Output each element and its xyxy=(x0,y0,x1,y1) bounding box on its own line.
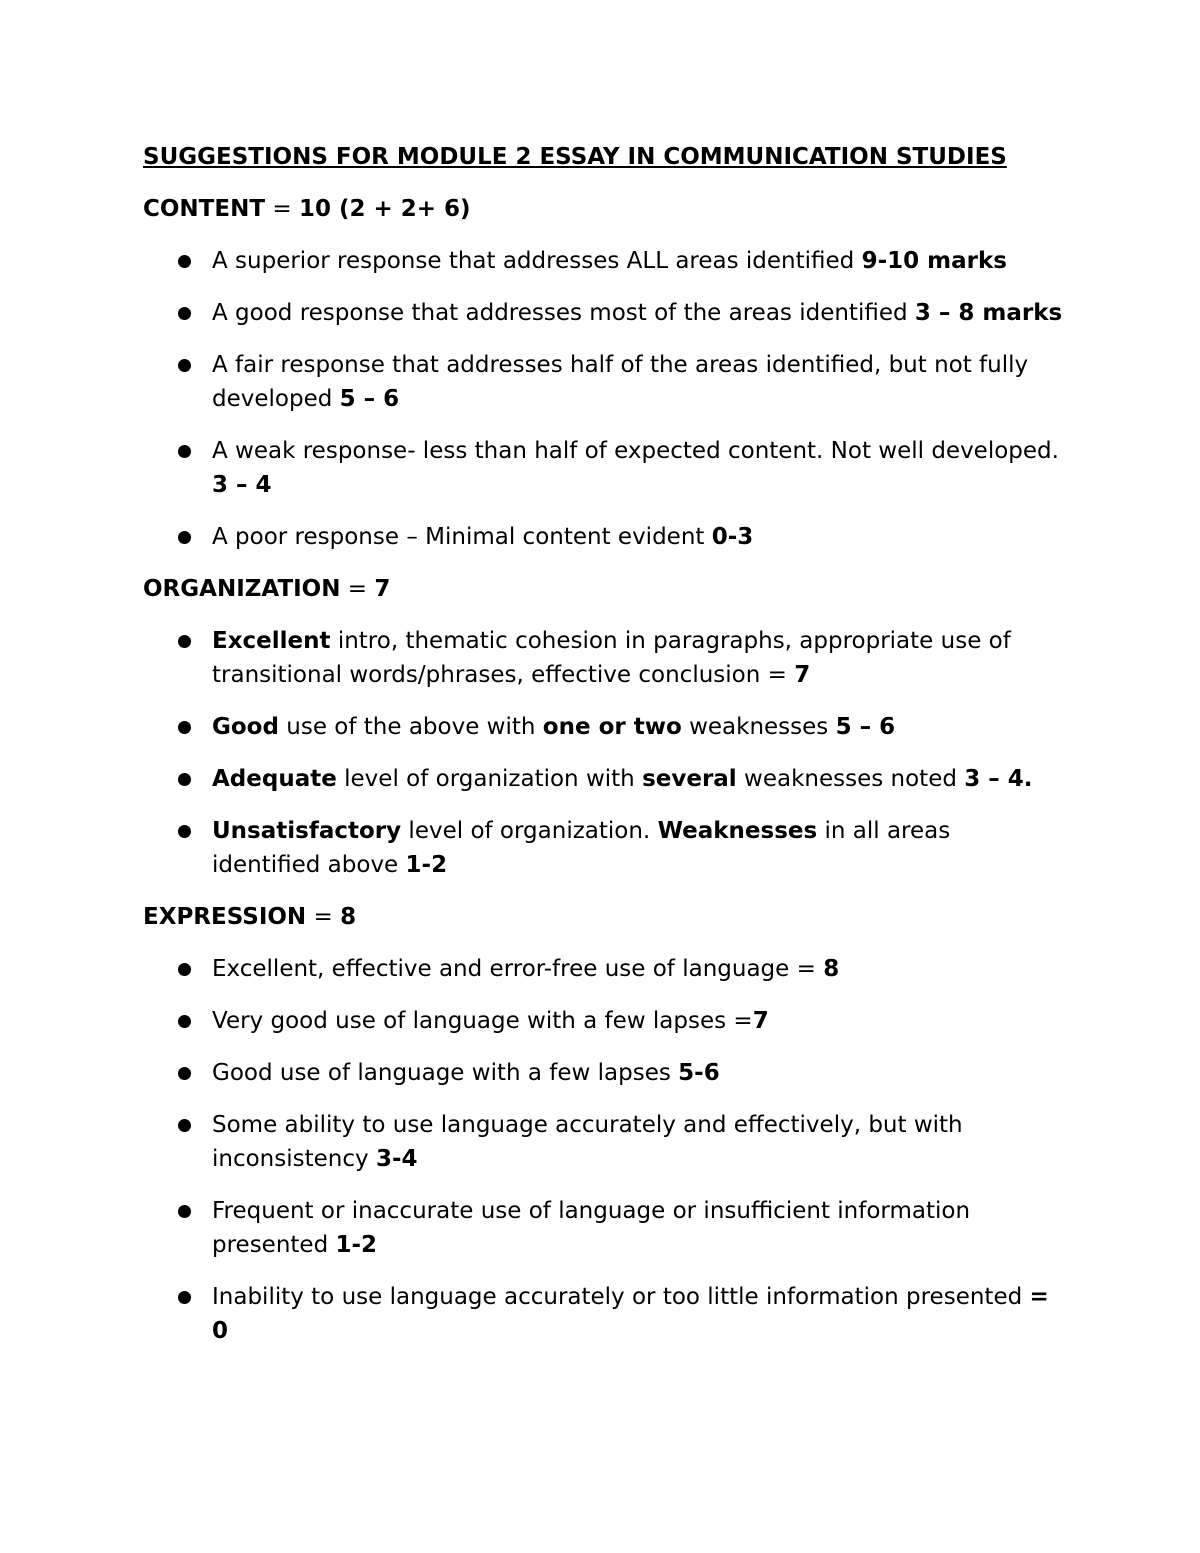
bullet-icon xyxy=(178,1119,191,1132)
section-equals: = xyxy=(306,904,341,930)
list-item xyxy=(143,710,1063,744)
list-item xyxy=(143,1280,1063,1348)
list-item xyxy=(143,814,1063,882)
document-page xyxy=(143,140,1063,1366)
section-name: CONTENT xyxy=(143,196,266,222)
document-title: SUGGESTIONS FOR MODULE 2 ESSAY IN COMMUNICATION STUDIES xyxy=(143,144,1007,170)
criterion-mark: 0-3 xyxy=(711,524,754,550)
bullet-icon xyxy=(178,825,191,838)
criterion-text: A weak response- less than half of expected content. Not well developed. xyxy=(212,438,1059,464)
criterion-text: weaknesses xyxy=(681,714,836,740)
criterion-text: Some ability to use language accurately and effectively, but with inconsistency xyxy=(212,1112,963,1172)
bullet-icon xyxy=(178,773,191,786)
bullet-icon xyxy=(178,255,191,268)
section-score: 7 xyxy=(374,576,391,602)
criterion-text: A superior response that addresses ALL areas identified xyxy=(212,248,862,274)
criterion-lead: Adequate xyxy=(212,766,337,792)
criterion-text: level of organization with xyxy=(336,766,643,792)
criterion-text: A fair response that addresses half of the areas identified, but not fully developed xyxy=(212,352,1029,412)
criterion-lead: Excellent xyxy=(212,628,331,654)
list-item xyxy=(143,434,1063,502)
criterion-lead: Good xyxy=(212,714,279,740)
section-heading-organization xyxy=(143,572,1063,606)
criterion-mark: 5 – 6 xyxy=(339,386,400,412)
expression-criteria-list xyxy=(143,952,1063,1348)
criterion-mark: 3 – 4. xyxy=(964,766,1033,792)
bullet-icon xyxy=(178,1291,191,1304)
criterion-mark: 5-6 xyxy=(678,1060,720,1086)
organization-criteria-list xyxy=(143,624,1063,882)
criterion-mark: 1-2 xyxy=(405,852,448,878)
section-name: ORGANIZATION xyxy=(143,576,341,602)
list-item xyxy=(143,1194,1063,1262)
criterion-emphasis: Weaknesses xyxy=(657,818,818,844)
criterion-emphasis: one or two xyxy=(542,714,682,740)
list-item xyxy=(143,952,1063,986)
list-item xyxy=(143,1108,1063,1176)
list-item xyxy=(143,624,1063,692)
bullet-icon xyxy=(178,1205,191,1218)
criterion-text: use of the above with xyxy=(278,714,543,740)
criterion-mark: = 0 xyxy=(212,1284,1049,1344)
list-item xyxy=(143,762,1063,796)
criterion-text: A poor response – Minimal content evident xyxy=(212,524,712,550)
criterion-text: A good response that addresses most of the areas identified xyxy=(212,300,915,326)
criterion-mark: 3 – 4 xyxy=(212,472,272,498)
list-item xyxy=(143,244,1063,278)
bullet-icon xyxy=(178,307,191,320)
criterion-text: intro, thematic cohesion in paragraphs, appropriate use of transitional words/phrases, effective conclusion = xyxy=(212,628,1011,688)
criterion-text: in all areas identified above xyxy=(212,818,951,878)
criterion-text: level of organization. xyxy=(401,818,658,844)
section-heading-content xyxy=(143,192,1063,226)
bullet-icon xyxy=(178,721,191,734)
criterion-mark: 3-4 xyxy=(375,1146,418,1172)
criterion-mark: 8 xyxy=(823,956,840,982)
criterion-mark: 7 xyxy=(752,1008,769,1034)
bullet-icon xyxy=(178,359,191,372)
criterion-mark: 3 – 8 marks xyxy=(914,300,1063,326)
list-item xyxy=(143,1004,1063,1038)
list-item xyxy=(143,348,1063,416)
criterion-mark: 9-10 marks xyxy=(861,248,1007,274)
criterion-emphasis: several xyxy=(642,766,737,792)
section-score: 8 xyxy=(340,904,357,930)
criterion-mark: 1-2 xyxy=(335,1232,378,1258)
criterion-text: Inability to use language accurately or too little information presented xyxy=(212,1284,1030,1310)
bullet-icon xyxy=(178,635,191,648)
list-item xyxy=(143,520,1063,554)
content-criteria-list xyxy=(143,244,1063,554)
bullet-icon xyxy=(178,963,191,976)
bullet-icon xyxy=(178,531,191,544)
criterion-mark: 5 – 6 xyxy=(835,714,896,740)
bullet-icon xyxy=(178,1067,191,1080)
section-score: 10 (2 + 2+ 6) xyxy=(298,196,471,222)
criterion-text: Excellent, effective and error-free use of language = xyxy=(212,956,824,982)
list-item xyxy=(143,1056,1063,1090)
criterion-text: Very good use of language with a few lapses = xyxy=(212,1008,753,1034)
criterion-text: Frequent or inaccurate use of language or insufficient information presented xyxy=(212,1198,971,1258)
section-name: EXPRESSION xyxy=(143,904,307,930)
section-heading-expression xyxy=(143,900,1063,934)
bullet-icon xyxy=(178,445,191,458)
criterion-text: Good use of language with a few lapses xyxy=(212,1060,679,1086)
criterion-text: weaknesses noted xyxy=(736,766,965,792)
bullet-icon xyxy=(178,1015,191,1028)
criterion-mark: 7 xyxy=(794,662,811,688)
section-equals: = xyxy=(340,576,375,602)
criterion-lead: Unsatisfactory xyxy=(212,818,402,844)
list-item xyxy=(143,296,1063,330)
section-equals: = xyxy=(265,196,299,222)
